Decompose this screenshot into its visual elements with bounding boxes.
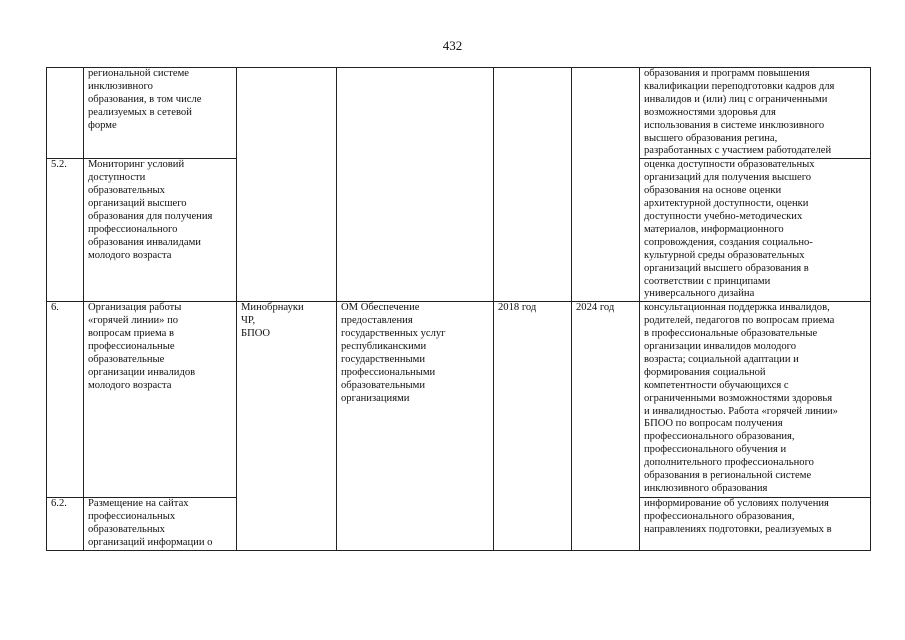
page-number: 432 (442, 38, 463, 53)
executors-cell: Минобрнауки ЧР, БПОО (237, 302, 337, 551)
activity-cell: региональной системе инклюзивного образования, в том числе реализуемых в сетевой форме (84, 68, 237, 159)
activity-cell: Организация работы «горячей линии» по вопросам приема в профессиональные образовательные организации инвалидов молодого возраста (84, 302, 237, 498)
table-row (47, 302, 871, 498)
row-number: 6. (47, 302, 84, 498)
start-year-cell (494, 68, 572, 302)
program-cell: ОМ Обеспечение предоставления государственных услуг республиканскими государственными профессиональными образовательными организациями (337, 302, 494, 551)
result-cell: консультационная поддержка инвалидов, родителей, педагогов по вопросам приема в профессиональные образовательные организации инвалидов молодого возраста; социальной адаптации и формирования социальной компетентности обучающихся с ограниченными возможностями здоровья и инвалидностью. Работа «горячей линии» БПОО по вопросам получения профессионального образования, профессионального обучения и дополнительного профессионального образования в региональной системе инклюзивного образования (640, 302, 871, 498)
row-number (47, 68, 84, 159)
executors-cell (237, 68, 337, 302)
result-cell: оценка доступности образовательных организаций для получения высшего образования на основе оценки архитектурной доступности, оценки доступности учебно-методических материалов, информационного сопровождения, создания социально- культурной среды образовательных организаций высшего образования в соответствии с принципами универсального дизайна (640, 159, 871, 302)
activities-table (46, 67, 871, 551)
row-number: 5.2. (47, 159, 84, 302)
program-cell (337, 68, 494, 302)
result-cell: образования и программ повышения квалификации переподготовки кадров для инвалидов и (или) лиц с ограниченными возможностями здоровья для использования в системе инклюзивного высшего образования регина, разработанных с участием работодателей (640, 68, 871, 159)
end-year-cell: 2024 год (572, 302, 640, 551)
row-number: 6.2. (47, 498, 84, 551)
activity-cell: Мониторинг условий доступности образовательных организаций высшего образования для получения профессионального образования инвалидами молодого возраста (84, 159, 237, 302)
start-year-cell: 2018 год (494, 302, 572, 551)
table-row (47, 68, 871, 159)
result-cell: информирование об условиях получения профессионального образования, направлениях подготовки, реализуемых в (640, 498, 871, 551)
activity-cell: Размещение на сайтах профессиональных образовательных организаций информации о (84, 498, 237, 551)
end-year-cell (572, 68, 640, 302)
